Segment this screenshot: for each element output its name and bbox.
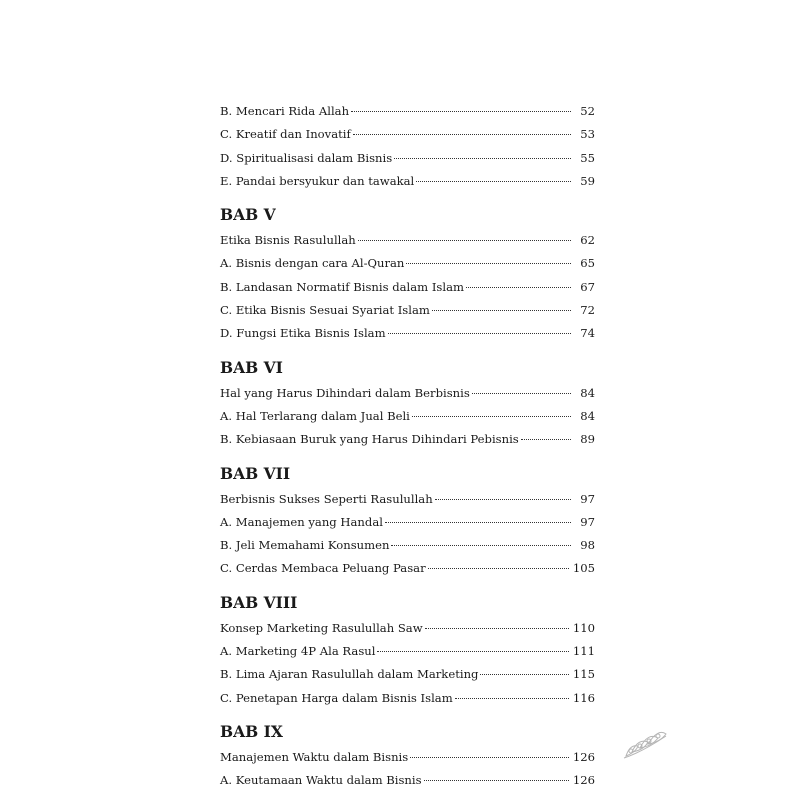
toc-leader-dots [432,310,571,311]
chapter-heading: BAB VI [220,357,283,377]
toc-entry [220,147,595,170]
toc-entry-title: A. Keutamaan Waktu dalam Bisnis [220,773,422,788]
toc-entry [220,534,595,557]
toc-entry-page: 115 [572,667,595,682]
toc-leader-dots [425,628,569,629]
toc-entry-title: B. Lima Ajaran Rasulullah dalam Marketing [220,667,479,682]
toc-entry [220,663,595,686]
toc-entry-title: A. Manajemen yang Handal [220,514,383,529]
toc-entry-title: D. Fungsi Etika Bisnis Islam [220,326,386,341]
toc-entry-title: C. Etika Bisnis Sesuai Syariat Islam [220,303,430,318]
toc-entry-title: Manajemen Waktu dalam Bisnis [220,749,409,764]
toc-entry [220,229,595,252]
toc-entry [220,488,595,511]
table-of-contents [220,100,595,793]
toc-entry-page: 67 [580,279,595,294]
toc-leader-dots [391,545,571,546]
chapter-heading: BAB VIII [220,592,298,612]
toc-entry [220,405,595,428]
toc-leader-dots [385,522,571,523]
toc-entry-title: B. Mencari Rida Allah [220,104,350,118]
toc-leader-dots [351,111,571,112]
toc-group-continued [220,100,595,193]
toc-entry-page: 116 [572,690,595,705]
toc-entry-page: 126 [572,773,595,788]
toc-entry [220,687,595,710]
toc-leader-dots [406,263,571,264]
toc-entry-title: E. Pandai bersyukur dan tawakal [220,173,415,188]
toc-entry-title: Konsep Marketing Rasulullah Saw [220,620,423,635]
toc-leader-dots [424,780,569,781]
toc-group-bab-vii [220,464,595,581]
toc-leader-dots [358,240,571,241]
toc-entry-page: 111 [572,644,595,659]
toc-entry-page: 97 [580,514,595,529]
toc-entry [220,511,595,534]
toc-entry-page: 126 [572,749,595,764]
chapter-heading: BAB IX [220,721,283,741]
toc-group-bab-ix [220,722,595,793]
toc-entry-page: 72 [580,303,595,318]
toc-leader-dots [428,568,569,569]
toc-entry-page: 65 [580,256,595,271]
toc-entry-title: A. Hal Terlarang dalam Jual Beli [220,408,410,423]
toc-entry [220,617,595,640]
toc-entry-page: 55 [580,150,595,165]
toc-leader-dots [416,181,571,182]
toc-entry-page: 110 [572,620,595,635]
chapter-heading: BAB V [220,205,276,225]
toc-group-bab-viii [220,593,595,710]
toc-entry [220,299,595,322]
toc-entry [220,382,595,405]
toc-leader-dots [455,698,569,699]
toc-entry-title: A. Bisnis dengan cara Al-Quran [220,256,405,271]
toc-leader-dots [412,416,571,417]
toc-entry-page: 62 [580,233,595,248]
toc-entry [220,746,595,769]
toc-entry-page: 74 [580,326,595,341]
toc-leader-dots [353,134,571,135]
toc-entry-title: C. Penetapan Harga dalam Bisnis Islam [220,690,453,705]
toc-leader-dots [388,333,571,334]
toc-entry [220,100,595,123]
toc-entry [220,170,595,193]
toc-entry-page: 84 [580,408,595,423]
toc-entry-page: 53 [580,127,595,142]
toc-leader-dots [394,158,571,159]
toc-entry [220,252,595,275]
toc-entry [220,322,595,345]
toc-entry-title: D. Spiritualisasi dalam Bisnis [220,150,393,165]
toc-leader-dots [377,651,568,652]
floral-ornament-icon [622,722,668,760]
toc-entry-page: 52 [580,104,595,118]
toc-entry-title: Hal yang Harus Dihindari dalam Berbisnis [220,385,470,400]
toc-group-bab-v [220,205,595,345]
toc-entry-title: Etika Bisnis Rasulullah [220,233,356,248]
toc-entry-title: B. Jeli Memahami Konsumen [220,538,390,553]
toc-entry [220,769,595,792]
toc-entry-title: B. Kebiasaan Buruk yang Harus Dihindari Pebisnis [220,432,519,447]
toc-entry [220,428,595,451]
toc-entry-title: B. Landasan Normatif Bisnis dalam Islam [220,279,464,294]
toc-entry [220,640,595,663]
toc-entry [220,123,595,146]
toc-entry-page: 97 [580,491,595,506]
toc-leader-dots [472,393,571,394]
toc-entry-page: 89 [580,432,595,447]
toc-entry-page: 105 [572,561,595,576]
toc-leader-dots [435,499,571,500]
toc-entry [220,557,595,580]
toc-entry-title: Berbisnis Sukses Seperti Rasulullah [220,491,433,506]
toc-leader-dots [466,287,571,288]
toc-entry-title: A. Marketing 4P Ala Rasul [220,644,376,659]
toc-leader-dots [521,439,571,440]
toc-entry-page: 98 [580,538,595,553]
toc-leader-dots [480,674,568,675]
chapter-heading: BAB VII [220,463,291,483]
toc-entry [220,276,595,299]
toc-entry-page: 84 [580,385,595,400]
toc-entry-title: C. Kreatif dan Inovatif [220,127,351,142]
toc-leader-dots [410,757,569,758]
toc-entry-page: 59 [580,173,595,188]
toc-entry-title: C. Cerdas Membaca Peluang Pasar [220,561,426,576]
toc-group-bab-vi [220,358,595,452]
